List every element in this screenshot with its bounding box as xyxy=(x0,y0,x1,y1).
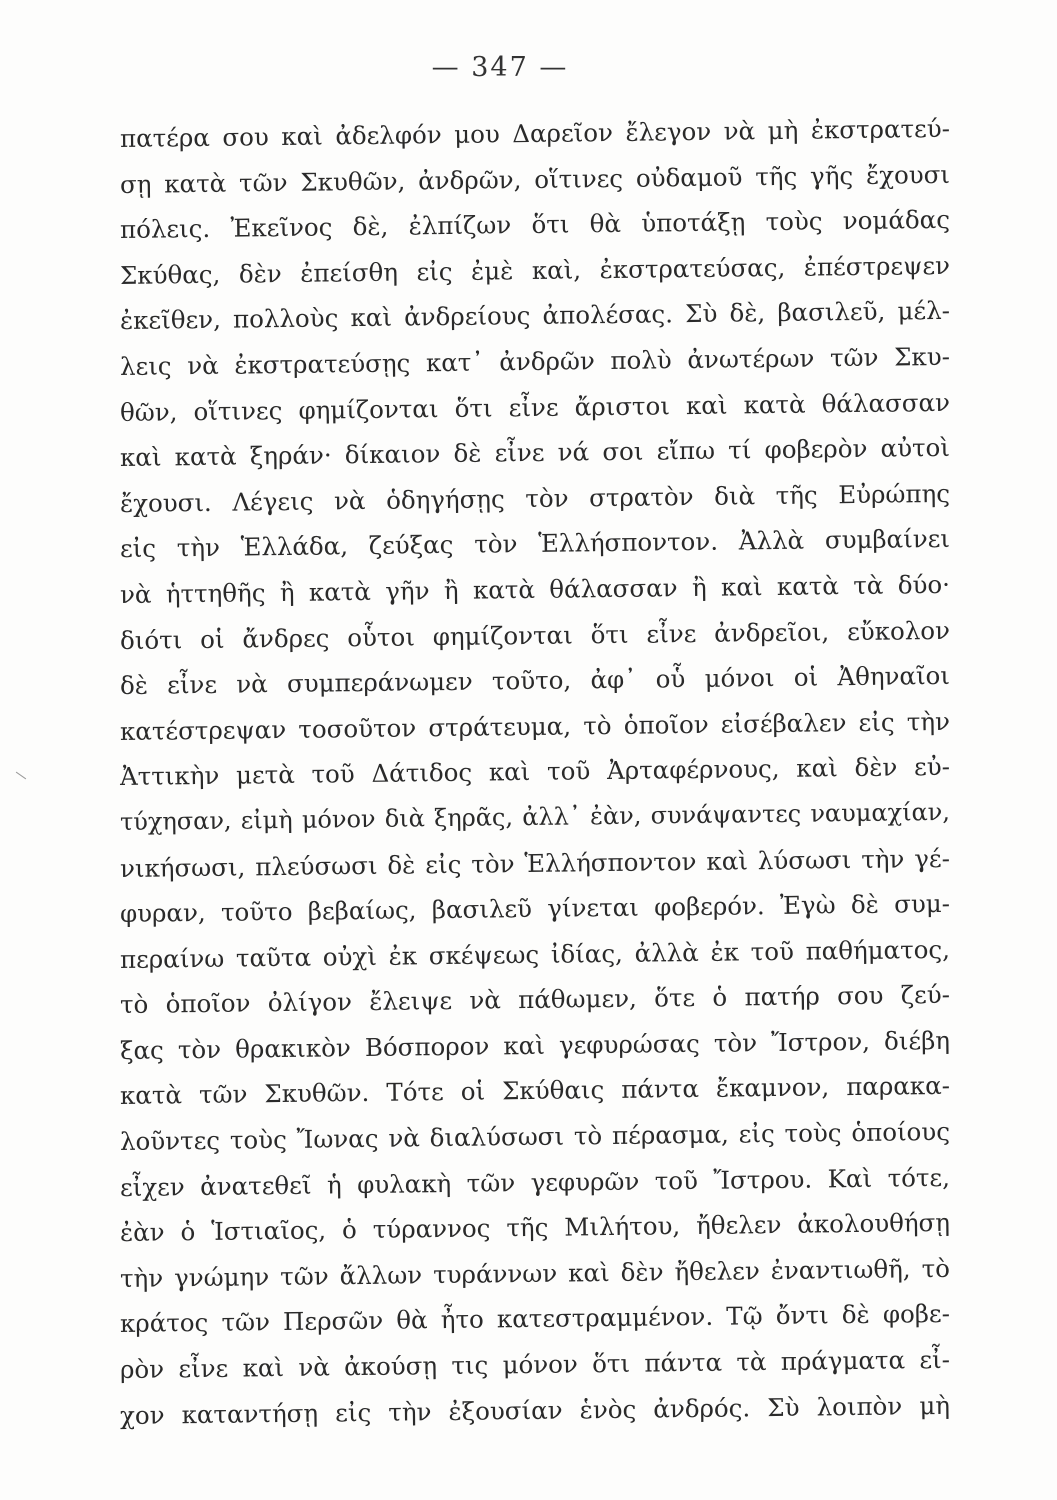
text-line: κράτος τῶν Περσῶν θὰ ἦτο κατεστραμμένον. Τῷ ὄντι δὲ φοβε- xyxy=(119,1299,951,1339)
text-line: θῶν, οἵτινες φημίζονται ὅτι εἶνε ἄριστοι καὶ κατὰ θάλασσαν xyxy=(119,387,951,427)
text-line: ρὸν εἶνε καὶ νὰ ἀκούσῃ τις μόνον ὅτι πάντα τὰ πράγματα εἶ- xyxy=(119,1344,951,1385)
text-line: Ἀττικὴν μετὰ τοῦ Δάτιδος καὶ τοῦ Ἀρταφέρνους, καὶ δὲν εὐ- xyxy=(119,752,951,792)
text-line: διότι οἱ ἄνδρες οὗτοι φημίζονται ὅτι εἶνε ἀνδρεῖοι, εὔκολον xyxy=(119,615,951,655)
text-line: λοῦντες τοὺς Ἴωνας νὰ διαλύσωσι τὸ πέρασμα, εἰς τοὺς ὁποίους xyxy=(119,1116,951,1157)
margin-pencil-mark xyxy=(16,772,26,780)
text-line: τύχησαν, εἰμὴ μόνον διὰ ξηρᾶς, ἀλλ᾽ ἐὰν, συνάψαντες ναυμαχίαν, xyxy=(119,797,951,836)
text-line: νικήσωσι, πλεύσωσι δὲ εἰς τὸν Ἑλλήσποντον καὶ λύσωσι τὴν γέ- xyxy=(119,843,951,883)
text-line: νὰ ἡττηθῆς ἢ κατὰ γῆν ἢ κατὰ θάλασσαν ἢ καὶ κατὰ τὰ δύο· xyxy=(119,569,951,609)
text-line: κατέστρεψαν τοσοῦτον στράτευμα, τὸ ὁποῖον εἰσέβαλεν εἰς τὴν xyxy=(119,706,951,746)
text-line: πόλεις. Ἐκεῖνος δὲ, ἐλπίζων ὅτι θὰ ὑποτάξῃ τοὺς νομάδας xyxy=(119,205,951,245)
text-line: περαίνω ταῦτα οὐχὶ ἐκ σκέψεως ἰδίας, ἀλλὰ ἐκ τοῦ παθήματος, xyxy=(119,934,951,974)
text-line: λεις νὰ ἐκστρατεύσῃς κατ᾽ ἀνδρῶν πολὺ ἀνωτέρων τῶν Σκυ- xyxy=(119,341,951,381)
text-line: ἐὰν ὁ Ἱστιαῖος, ὁ τύραννος τῆς Μιλήτου, ἤθελεν ἀκολουθήσῃ xyxy=(119,1208,951,1248)
page-number: — 347 — xyxy=(431,52,569,83)
text-line: Σκύθας, δὲν ἐπείσθη εἰς ἐμὲ καὶ, ἐκστρατεύσας, ἐπέστρεψεν xyxy=(119,250,951,290)
text-line: καὶ κατὰ ξηράν· δίκαιον δὲ εἶνε νά σοι εἴπω τί φοβερὸν αὐτοὶ xyxy=(119,433,951,473)
text-line: ἔχουσι. Λέγεις νὰ ὁδηγήσῃς τὸν στρατὸν διὰ τῆς Εὐρώπης xyxy=(119,478,951,518)
text-line: ἐκεῖθεν, πολλοὺς καὶ ἀνδρείους ἀπολέσας. Σὺ δὲ, βασιλεῦ, μέλ- xyxy=(119,296,951,336)
text-line: κατὰ τῶν Σκυθῶν. Τότε οἱ Σκύθαις πάντα ἔκαμνον, παρακα- xyxy=(119,1071,951,1111)
text-line: τὴν γνώμην τῶν ἄλλων τυράννων καὶ δὲν ἤθελεν ἐναντιωθῆ, τὸ xyxy=(119,1253,951,1293)
text-line: πατέρα σου καὶ ἀδελφόν μου Δαρεῖον ἔλεγον νὰ μὴ ἐκστρατεύ- xyxy=(119,113,951,153)
text-line: φυραν, τοῦτο βεβαίως, βασιλεῦ γίνεται φοβερόν. Ἐγὼ δὲ συμ- xyxy=(119,888,951,929)
text-line: ξας τὸν θρακικὸν Βόσπορον καὶ γεφυρώσας τὸν Ἴστρον, διέβη xyxy=(119,1025,951,1065)
text-line: εἶχεν ἀνατεθεῖ ἡ φυλακὴ τῶν γεφυρῶν τοῦ Ἴστρου. Καὶ τότε, xyxy=(119,1162,951,1202)
body-text xyxy=(119,113,951,1438)
text-line: εἰς τὴν Ἑλλάδα, ζεύξας τὸν Ἑλλήσποντον. Ἀλλὰ συμβαίνει xyxy=(119,524,951,564)
text-line: χον καταντήσῃ εἰς τὴν ἐξουσίαν ἑνὸς ἀνδρός. Σὺ λοιπὸν μὴ xyxy=(119,1390,951,1430)
text-line: τὸ ὁποῖον ὀλίγον ἔλειψε νὰ πάθωμεν, ὅτε ὁ πατήρ σου ζεύ- xyxy=(119,980,951,1020)
text-line: σῃ κατὰ τῶν Σκυθῶν, ἀνδρῶν, οἵτινες οὐδαμοῦ τῆς γῆς ἔχουσι xyxy=(119,159,951,199)
text-line: δὲ εἶνε νὰ συμπεράνωμεν τοῦτο, ἀφ᾽ οὗ μόνοι οἱ Ἀθηναῖοι xyxy=(119,660,951,701)
